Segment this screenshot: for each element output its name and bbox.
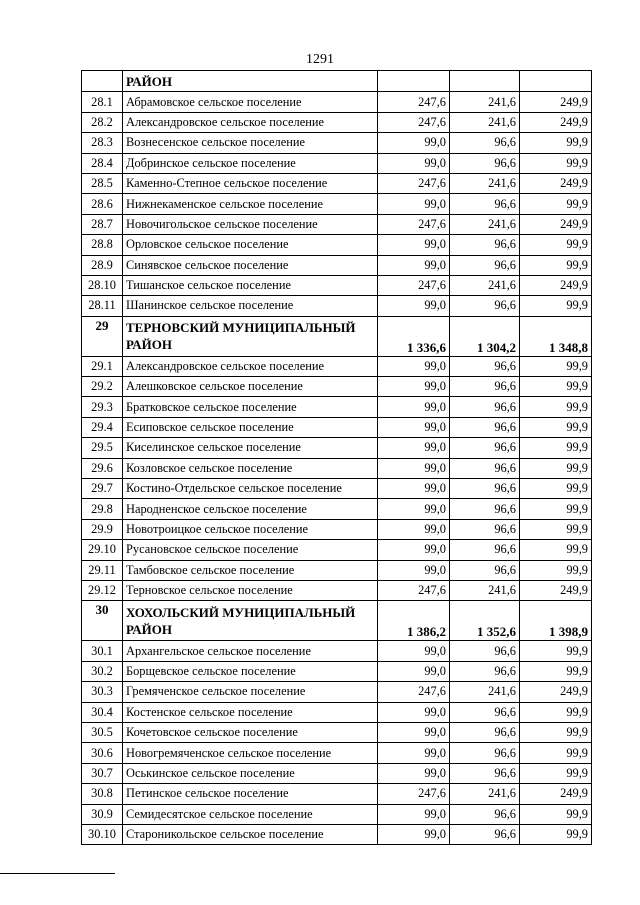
- value-col-2: 96,6: [450, 499, 520, 519]
- row-name: ХОХОЛЬСКИЙ МУНИЦИПАЛЬНЫЙ РАЙОН: [123, 601, 378, 641]
- table-row: [82, 296, 592, 316]
- row-name: Шанинское сельское поселение: [123, 296, 378, 316]
- table-row: [82, 397, 592, 417]
- row-name: Нижнекаменское сельское поселение: [123, 194, 378, 214]
- value-col-3: 99,9: [520, 540, 592, 560]
- row-number: 29.3: [82, 397, 123, 417]
- row-number: 29.10: [82, 540, 123, 560]
- row-number: 30.7: [82, 763, 123, 783]
- row-name: Петинское сельское поселение: [123, 784, 378, 804]
- row-name: Братковское сельское поселение: [123, 397, 378, 417]
- row-name: Архангельское сельское поселение: [123, 641, 378, 661]
- value-col-2: 96,6: [450, 194, 520, 214]
- row-number: 29.8: [82, 499, 123, 519]
- row-number: 28.4: [82, 153, 123, 173]
- value-col-2: 96,6: [450, 417, 520, 437]
- row-number: 30.8: [82, 784, 123, 804]
- table-row: [82, 784, 592, 804]
- value-col-1: 99,0: [378, 438, 450, 458]
- value-col-1: 1 336,6: [378, 316, 450, 356]
- value-col-2: 96,6: [450, 641, 520, 661]
- value-col-3: 99,9: [520, 499, 592, 519]
- value-col-2: 241,6: [450, 580, 520, 600]
- value-col-3: 1 348,8: [520, 316, 592, 356]
- value-col-1: 99,0: [378, 194, 450, 214]
- value-col-2: 96,6: [450, 235, 520, 255]
- value-col-1: 99,0: [378, 255, 450, 275]
- value-col-3: 249,9: [520, 275, 592, 295]
- value-col-3: 99,9: [520, 194, 592, 214]
- value-col-2: 96,6: [450, 722, 520, 742]
- row-name: Костино-Отдельское сельское поселение: [123, 479, 378, 499]
- value-col-1: 99,0: [378, 499, 450, 519]
- row-name: ТЕРНОВСКИЙ МУНИЦИПАЛЬНЫЙ РАЙОН: [123, 316, 378, 356]
- value-col-3: 99,9: [520, 763, 592, 783]
- value-col-2: 241,6: [450, 112, 520, 132]
- row-number: 30.1: [82, 641, 123, 661]
- value-col-1: 247,6: [378, 112, 450, 132]
- value-col-1: 247,6: [378, 214, 450, 234]
- budget-allocation-table: [81, 70, 592, 845]
- value-col-2: 241,6: [450, 173, 520, 193]
- row-name: Народненское сельское поселение: [123, 499, 378, 519]
- row-name: Кочетовское сельское поселение: [123, 722, 378, 742]
- value-col-3: 249,9: [520, 112, 592, 132]
- value-col-1: 99,0: [378, 377, 450, 397]
- value-col-2: 96,6: [450, 743, 520, 763]
- value-col-1: 99,0: [378, 722, 450, 742]
- table-row: [82, 519, 592, 539]
- value-col-2: 241,6: [450, 784, 520, 804]
- value-col-3: 99,9: [520, 356, 592, 376]
- table-body: [82, 71, 592, 845]
- value-col-3: 99,9: [520, 235, 592, 255]
- row-number: 30.6: [82, 743, 123, 763]
- value-col-1: [378, 71, 450, 92]
- value-col-3: 99,9: [520, 702, 592, 722]
- value-col-2: 1 352,6: [450, 601, 520, 641]
- table-row: [82, 275, 592, 295]
- value-col-1: 99,0: [378, 397, 450, 417]
- table-row: [82, 682, 592, 702]
- value-col-3: 99,9: [520, 519, 592, 539]
- row-name: Вознесенское сельское поселение: [123, 133, 378, 153]
- row-name: Добринское сельское поселение: [123, 153, 378, 173]
- row-number: 30.3: [82, 682, 123, 702]
- row-name: РАЙОН: [123, 71, 378, 92]
- value-col-3: 249,9: [520, 173, 592, 193]
- value-col-2: 96,6: [450, 458, 520, 478]
- value-col-2: 96,6: [450, 377, 520, 397]
- value-col-1: 99,0: [378, 540, 450, 560]
- value-col-3: 99,9: [520, 661, 592, 681]
- value-col-1: 99,0: [378, 641, 450, 661]
- value-col-2: 96,6: [450, 560, 520, 580]
- row-name: Новочигольское сельское поселение: [123, 214, 378, 234]
- value-col-1: 99,0: [378, 743, 450, 763]
- value-col-1: 99,0: [378, 133, 450, 153]
- value-col-2: 96,6: [450, 397, 520, 417]
- value-col-2: 96,6: [450, 153, 520, 173]
- row-number: 30.4: [82, 702, 123, 722]
- row-name: Костенское сельское поселение: [123, 702, 378, 722]
- row-number: 28.11: [82, 296, 123, 316]
- value-col-2: 241,6: [450, 92, 520, 112]
- value-col-2: 96,6: [450, 438, 520, 458]
- district-row: [82, 316, 592, 356]
- table-row: [82, 214, 592, 234]
- row-name: Терновское сельское поселение: [123, 580, 378, 600]
- table-row: [82, 356, 592, 376]
- table-row: [82, 153, 592, 173]
- value-col-2: 241,6: [450, 682, 520, 702]
- value-col-1: 99,0: [378, 356, 450, 376]
- value-col-3: 249,9: [520, 92, 592, 112]
- value-col-1: 247,6: [378, 92, 450, 112]
- table-row: [82, 92, 592, 112]
- value-col-2: 96,6: [450, 296, 520, 316]
- value-col-2: 1 304,2: [450, 316, 520, 356]
- row-name: Козловское сельское поселение: [123, 458, 378, 478]
- table-row: [82, 763, 592, 783]
- district-row: [82, 601, 592, 641]
- row-number: 29.7: [82, 479, 123, 499]
- value-col-3: 99,9: [520, 153, 592, 173]
- row-name: Абрамовское сельское поселение: [123, 92, 378, 112]
- value-col-1: 99,0: [378, 560, 450, 580]
- value-col-1: 99,0: [378, 458, 450, 478]
- value-col-2: 241,6: [450, 214, 520, 234]
- value-col-3: 249,9: [520, 682, 592, 702]
- row-number: 28.8: [82, 235, 123, 255]
- row-number: 28.7: [82, 214, 123, 234]
- row-number: 29: [82, 316, 123, 356]
- row-number: 29.4: [82, 417, 123, 437]
- row-name: Александровское сельское поселение: [123, 356, 378, 376]
- value-col-3: 99,9: [520, 743, 592, 763]
- value-col-2: 96,6: [450, 255, 520, 275]
- row-name: Новогремяченское сельское поселение: [123, 743, 378, 763]
- value-col-2: 96,6: [450, 702, 520, 722]
- value-col-3: 99,9: [520, 417, 592, 437]
- value-col-1: 99,0: [378, 702, 450, 722]
- row-number: 29.6: [82, 458, 123, 478]
- table-row: [82, 722, 592, 742]
- table-row: [82, 194, 592, 214]
- value-col-2: 241,6: [450, 275, 520, 295]
- value-col-2: 96,6: [450, 356, 520, 376]
- row-number: 28.2: [82, 112, 123, 132]
- row-number: 28.3: [82, 133, 123, 153]
- table-row: [82, 255, 592, 275]
- row-number: 29.12: [82, 580, 123, 600]
- value-col-2: 96,6: [450, 804, 520, 824]
- value-col-3: 99,9: [520, 397, 592, 417]
- row-number: 28.6: [82, 194, 123, 214]
- table-row: [82, 458, 592, 478]
- value-col-2: [450, 71, 520, 92]
- value-col-3: 99,9: [520, 824, 592, 844]
- row-name: Александровское сельское поселение: [123, 112, 378, 132]
- row-name: Каменно-Степное сельское поселение: [123, 173, 378, 193]
- table-row: [82, 112, 592, 132]
- value-col-3: 99,9: [520, 296, 592, 316]
- row-number: 30.9: [82, 804, 123, 824]
- row-number: 29.1: [82, 356, 123, 376]
- row-name: Новотроицкое сельское поселение: [123, 519, 378, 539]
- value-col-1: 99,0: [378, 763, 450, 783]
- value-col-1: 99,0: [378, 296, 450, 316]
- row-number: 29.5: [82, 438, 123, 458]
- value-col-1: 99,0: [378, 235, 450, 255]
- value-col-1: 247,6: [378, 682, 450, 702]
- footnote-rule: [0, 873, 115, 874]
- row-name: Гремяченское сельское поселение: [123, 682, 378, 702]
- row-number: 28.10: [82, 275, 123, 295]
- row-name: Синявское сельское поселение: [123, 255, 378, 275]
- value-col-1: 99,0: [378, 479, 450, 499]
- value-col-3: 99,9: [520, 458, 592, 478]
- value-col-1: 247,6: [378, 275, 450, 295]
- value-col-1: 1 386,2: [378, 601, 450, 641]
- value-col-2: 96,6: [450, 133, 520, 153]
- value-col-2: 96,6: [450, 479, 520, 499]
- value-col-1: 247,6: [378, 173, 450, 193]
- row-name: Тишанское сельское поселение: [123, 275, 378, 295]
- row-name: Алешковское сельское поселение: [123, 377, 378, 397]
- row-number: 29.9: [82, 519, 123, 539]
- row-name: Киселинское сельское поселение: [123, 438, 378, 458]
- table-row: [82, 235, 592, 255]
- value-col-3: 249,9: [520, 580, 592, 600]
- value-col-3: 99,9: [520, 804, 592, 824]
- value-col-2: 96,6: [450, 763, 520, 783]
- table-row: [82, 804, 592, 824]
- table-row: [82, 377, 592, 397]
- table-row: [82, 560, 592, 580]
- row-number: 29.11: [82, 560, 123, 580]
- table-row: [82, 173, 592, 193]
- page-number: 1291: [306, 52, 334, 67]
- table-row: [82, 417, 592, 437]
- value-col-1: 247,6: [378, 784, 450, 804]
- value-col-1: 99,0: [378, 804, 450, 824]
- value-col-1: 99,0: [378, 661, 450, 681]
- value-col-3: 249,9: [520, 784, 592, 804]
- value-col-2: 96,6: [450, 540, 520, 560]
- value-col-2: 96,6: [450, 661, 520, 681]
- row-number: 29.2: [82, 377, 123, 397]
- value-col-3: 99,9: [520, 133, 592, 153]
- row-number: 28.9: [82, 255, 123, 275]
- row-name: Борщевское сельское поселение: [123, 661, 378, 681]
- row-number: 28.1: [82, 92, 123, 112]
- table-row: [82, 580, 592, 600]
- table-row: [82, 540, 592, 560]
- value-col-3: 99,9: [520, 560, 592, 580]
- row-name: Орловское сельское поселение: [123, 235, 378, 255]
- value-col-1: 99,0: [378, 519, 450, 539]
- table-row: [82, 133, 592, 153]
- row-number: [82, 71, 123, 92]
- district-row: [82, 71, 592, 92]
- value-col-1: 99,0: [378, 153, 450, 173]
- row-name: Оськинское сельское поселение: [123, 763, 378, 783]
- value-col-2: 96,6: [450, 824, 520, 844]
- value-col-3: 99,9: [520, 722, 592, 742]
- table-row: [82, 824, 592, 844]
- table-row: [82, 438, 592, 458]
- row-number: 30.10: [82, 824, 123, 844]
- table-row: [82, 661, 592, 681]
- value-col-3: 99,9: [520, 641, 592, 661]
- table-row: [82, 702, 592, 722]
- table-row: [82, 479, 592, 499]
- value-col-3: 99,9: [520, 479, 592, 499]
- value-col-1: 99,0: [378, 417, 450, 437]
- row-name: Семидесятское сельское поселение: [123, 804, 378, 824]
- value-col-3: 99,9: [520, 255, 592, 275]
- table-row: [82, 499, 592, 519]
- value-col-2: 96,6: [450, 519, 520, 539]
- row-number: 30.2: [82, 661, 123, 681]
- value-col-3: [520, 71, 592, 92]
- value-col-1: 247,6: [378, 580, 450, 600]
- value-col-3: 1 398,9: [520, 601, 592, 641]
- table-row: [82, 743, 592, 763]
- table-row: [82, 641, 592, 661]
- value-col-1: 99,0: [378, 824, 450, 844]
- row-number: 30.5: [82, 722, 123, 742]
- row-name: Есиповское сельское поселение: [123, 417, 378, 437]
- row-number: 28.5: [82, 173, 123, 193]
- row-name: Русановское сельское поселение: [123, 540, 378, 560]
- value-col-3: 99,9: [520, 377, 592, 397]
- row-name: Тамбовское сельское поселение: [123, 560, 378, 580]
- value-col-3: 99,9: [520, 438, 592, 458]
- row-name: Староникольское сельское поселение: [123, 824, 378, 844]
- row-number: 30: [82, 601, 123, 641]
- value-col-3: 249,9: [520, 214, 592, 234]
